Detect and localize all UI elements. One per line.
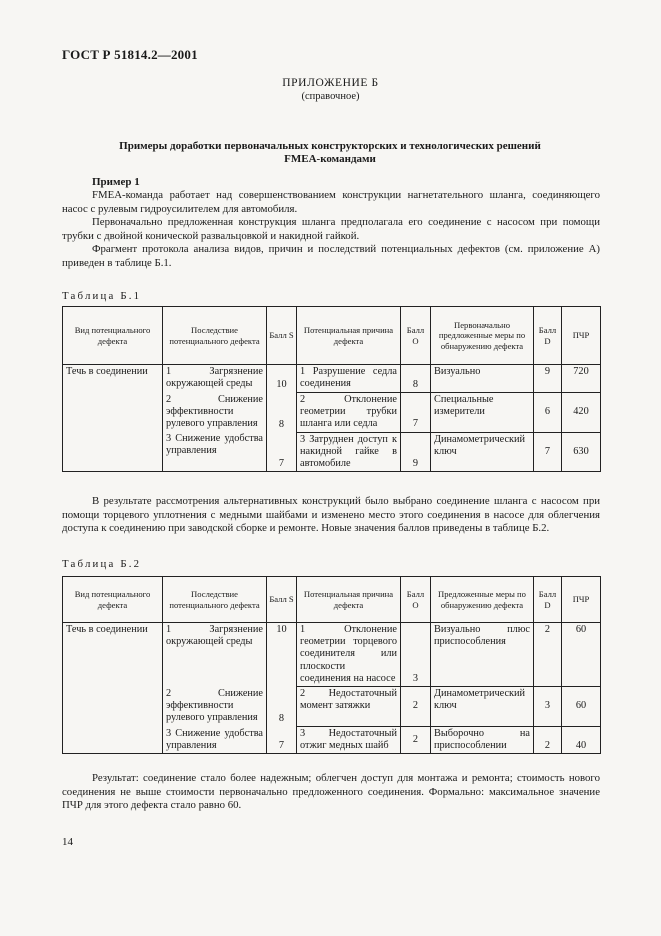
effect-cell: 3 Снижение удобства управления bbox=[163, 432, 267, 472]
measures-cell: Выборочно на приспособлении bbox=[431, 727, 534, 754]
appendix-subtitle: (справочное) bbox=[301, 91, 360, 102]
header-measures: Предложенные меры по обнаружению дефекта bbox=[431, 577, 534, 623]
score-d-cell: 7 bbox=[534, 432, 562, 472]
rpn-cell: 420 bbox=[562, 393, 601, 433]
rpn-cell: 60 bbox=[562, 623, 601, 687]
table-1 bbox=[62, 306, 601, 472]
page-number: 14 bbox=[62, 836, 73, 848]
cause-cell: 2 Отклонение геометрии трубки шланга или седла bbox=[297, 393, 401, 433]
measures-cell: Специальные измерители bbox=[431, 393, 534, 433]
cause-cell: 1 Разрушение седла соединения bbox=[297, 365, 401, 393]
header-defect: Вид потенциального дефекта bbox=[63, 577, 163, 623]
effect-cell: 2 Снижение эффективности рулевого управления bbox=[163, 687, 267, 727]
header-measures: Первоначально предложенные меры по обнаружению дефекта bbox=[431, 307, 534, 365]
score-o-cell: 2 bbox=[401, 687, 431, 727]
effect-cell: 3 Снижение удобства управления bbox=[163, 727, 267, 754]
appendix-title: ПРИЛОЖЕНИЕ Б bbox=[282, 77, 379, 89]
measures-cell: Визуально bbox=[431, 365, 534, 393]
cause-cell: 2 Недостаточный момент затяжки bbox=[297, 687, 401, 727]
measures-cell: Динамометрический ключ bbox=[431, 687, 534, 727]
paragraph-2: Первоначально предложенная конструкция шланга предполагала его соединение с насосом при помощи трубки с двойной конической развальцовкой и накидной гайкой. bbox=[62, 216, 600, 242]
score-d-cell: 9 bbox=[534, 365, 562, 393]
score-d-cell: 2 bbox=[534, 727, 562, 754]
score-o-cell: 2 bbox=[401, 727, 431, 754]
score-d-cell: 2 bbox=[534, 623, 562, 687]
score-o-cell: 9 bbox=[401, 432, 431, 472]
table-1-caption: Таблица Б.1 bbox=[62, 290, 142, 302]
rpn-cell: 630 bbox=[562, 432, 601, 472]
header-effect: Последствие потенциального дефекта bbox=[163, 577, 267, 623]
header-score-s: Балл S bbox=[267, 307, 297, 365]
score-d-cell: 3 bbox=[534, 687, 562, 727]
header-rpn: ПЧР bbox=[562, 307, 601, 365]
paragraph-4: В результате рассмотрения альтернативных конструкций было выбрано соединение шланга с насосом при помощи торцевого уплотнения с медными шайбами и изменено место этого соединения в насосе для облегчения доступа к соединению при заводской сборке и ремонте. Новые значения баллов приведены в таблице Б.2. bbox=[62, 495, 600, 534]
effect-cell: 2 Снижение эффективности рулевого управления bbox=[163, 393, 267, 433]
score-o-cell: 3 bbox=[401, 623, 431, 687]
score-s-cell: 10 bbox=[267, 623, 297, 687]
header-effect: Последствие потенциального дефекта bbox=[163, 307, 267, 365]
score-s-cell: 8 bbox=[267, 687, 297, 727]
defect-cell: Течь в соединении bbox=[63, 365, 163, 472]
header-defect: Вид потенциального дефекта bbox=[63, 307, 163, 365]
header-score-o: Балл O bbox=[401, 307, 431, 365]
score-s-cell: 8 bbox=[267, 393, 297, 433]
header-score-d: Балл D bbox=[534, 577, 562, 623]
table-2-caption: Таблица Б.2 bbox=[62, 558, 142, 570]
score-d-cell: 6 bbox=[534, 393, 562, 433]
cause-cell: 1 Отклонение геометрии торцевого соединителя или плоскости соединения на насосе bbox=[297, 623, 401, 687]
table-1-header-row bbox=[63, 307, 601, 365]
cause-cell: 3 Недостаточный отжиг медных шайб bbox=[297, 727, 401, 754]
header-rpn: ПЧР bbox=[562, 577, 601, 623]
table-2 bbox=[62, 576, 601, 754]
document-id: ГОСТ Р 51814.2—2001 bbox=[62, 47, 198, 62]
table-2-header-row bbox=[63, 577, 601, 623]
score-o-cell: 7 bbox=[401, 393, 431, 433]
section-title: Примеры доработки первоначальных конструкторских и технологических решений FMEA-командами bbox=[119, 140, 541, 165]
header-score-s: Балл S bbox=[267, 577, 297, 623]
score-s-cell: 7 bbox=[267, 727, 297, 754]
rpn-cell: 720 bbox=[562, 365, 601, 393]
score-o-cell: 8 bbox=[401, 365, 431, 393]
header-score-d: Балл D bbox=[534, 307, 562, 365]
table-row bbox=[63, 623, 601, 687]
header-cause: Потенциальная причина дефекта bbox=[297, 307, 401, 365]
measures-cell: Динамометрический ключ bbox=[431, 432, 534, 472]
score-s-cell: 7 bbox=[267, 432, 297, 472]
effect-cell: 1 Загрязнение окружающей среды bbox=[163, 623, 267, 687]
paragraph-5: Результат: соединение стало более надежным; облегчен доступ для монтажа и ремонта; стоимость нового соединения не выше стоимости первоначально предложенного соединения. Формально: максимальное значение ПЧР для этого дефекта стало равно 60. bbox=[62, 772, 600, 811]
header-cause: Потенциальная причина дефекта bbox=[297, 577, 401, 623]
effect-cell: 1 Загрязнение окружающей среды bbox=[163, 365, 267, 393]
example-title: Пример 1 bbox=[92, 176, 140, 188]
rpn-cell: 60 bbox=[562, 687, 601, 727]
paragraph-1: FMEA-команда работает над совершенствованием конструкции нагнетательного шланга, соединяющего насос с рулевым гидроусилителем для автомобиля. bbox=[62, 189, 600, 215]
measures-cell: Визуально плюс приспособления bbox=[431, 623, 534, 687]
cause-cell: 3 Затруднен доступ к накидной гайке в автомобиле bbox=[297, 432, 401, 472]
paragraph-3: Фрагмент протокола анализа видов, причин и последствий потенциальных дефектов (см. приложение А) приведен в таблице Б.1. bbox=[62, 243, 600, 269]
score-s-cell: 10 bbox=[267, 365, 297, 393]
rpn-cell: 40 bbox=[562, 727, 601, 754]
table-row bbox=[63, 365, 601, 393]
defect-cell: Течь в соединении bbox=[63, 623, 163, 754]
header-score-o: Балл O bbox=[401, 577, 431, 623]
